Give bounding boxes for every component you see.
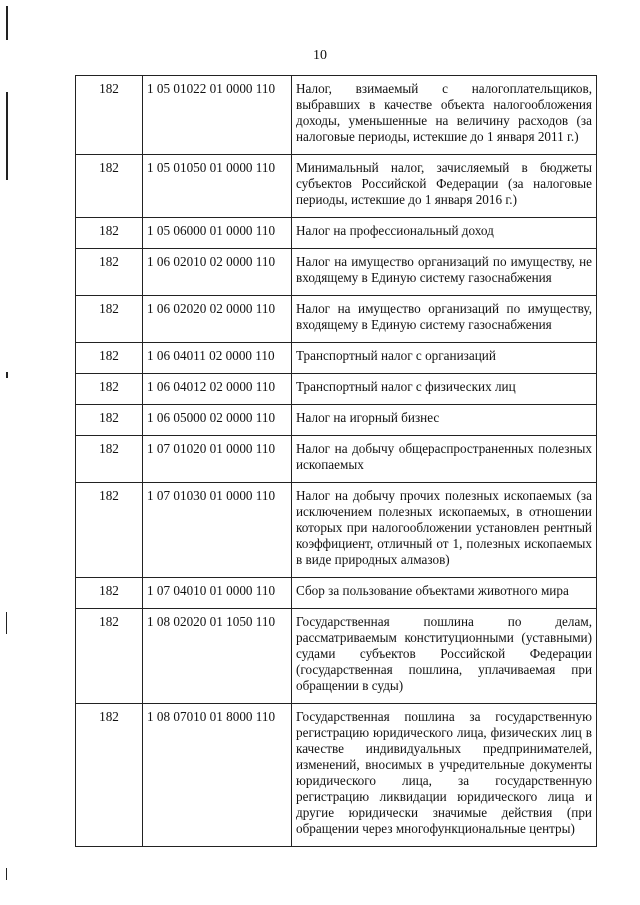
table-row xyxy=(76,296,597,343)
income-name-cell: Налог на имущество организаций по имуществу, не входящему в Единую систему газоснабжения xyxy=(292,249,597,296)
kbk-code-cell: 1 05 01022 01 0000 110 xyxy=(143,76,292,155)
kbk-code-cell: 1 05 06000 01 0000 110 xyxy=(143,218,292,249)
table-row xyxy=(76,704,597,847)
kbk-code-cell: 1 08 02020 01 1050 110 xyxy=(143,609,292,704)
kbk-code-cell: 1 06 02010 02 0000 110 xyxy=(143,249,292,296)
income-name-cell: Государственная пошлина по делам, рассматриваемым конституционными (уставными) судами субъектов Российской Федерации (государственная пошлина, уплачиваемая при обращении в суды) xyxy=(292,609,597,704)
kbk-code-cell: 1 06 04012 02 0000 110 xyxy=(143,374,292,405)
table-row xyxy=(76,578,597,609)
income-name-cell: Налог на добычу общераспространенных полезных ископаемых xyxy=(292,436,597,483)
income-name-cell: Налог на добычу прочих полезных ископаемых (за исключением полезных ископаемых, в отношении которых при налогообложении установлен рентный коэффициент, отличный от 1, полезных ископаемых в виде природных алмазов) xyxy=(292,483,597,578)
scan-edge-mark xyxy=(6,92,8,180)
admin-code-cell: 182 xyxy=(76,343,143,374)
table-row xyxy=(76,155,597,218)
admin-code-cell: 182 xyxy=(76,405,143,436)
kbk-code-cell: 1 05 01050 01 0000 110 xyxy=(143,155,292,218)
kbk-code-cell: 1 07 01020 01 0000 110 xyxy=(143,436,292,483)
table-row xyxy=(76,249,597,296)
table-row xyxy=(76,76,597,155)
table-row xyxy=(76,405,597,436)
table-row xyxy=(76,218,597,249)
admin-code-cell: 182 xyxy=(76,76,143,155)
table-row xyxy=(76,343,597,374)
admin-code-cell: 182 xyxy=(76,436,143,483)
table-row xyxy=(76,609,597,704)
admin-code-cell: 182 xyxy=(76,609,143,704)
income-name-cell: Транспортный налог с физических лиц xyxy=(292,374,597,405)
admin-code-cell: 182 xyxy=(76,704,143,847)
table-row xyxy=(76,374,597,405)
admin-code-cell: 182 xyxy=(76,155,143,218)
kbk-code-cell: 1 07 04010 01 0000 110 xyxy=(143,578,292,609)
page-number: 10 xyxy=(313,48,327,63)
income-name-cell: Налог, взимаемый с налогоплательщиков, выбравших в качестве объекта налогообложения доходы, уменьшенные на величину расходов (за налоговые периоды, истекшие до 1 января 2011 г.) xyxy=(292,76,597,155)
admin-code-cell: 182 xyxy=(76,296,143,343)
kbk-code-cell: 1 06 05000 02 0000 110 xyxy=(143,405,292,436)
income-name-cell: Транспортный налог с организаций xyxy=(292,343,597,374)
admin-code-cell: 182 xyxy=(76,374,143,405)
income-name-cell: Налог на имущество организаций по имуществу, входящему в Единую систему газоснабжения xyxy=(292,296,597,343)
scan-edge-mark xyxy=(6,6,8,40)
admin-code-cell: 182 xyxy=(76,578,143,609)
table-body xyxy=(76,76,597,847)
kbk-code-cell: 1 06 02020 02 0000 110 xyxy=(143,296,292,343)
kbk-code-cell: 1 06 04011 02 0000 110 xyxy=(143,343,292,374)
scan-edge-mark xyxy=(6,372,8,378)
income-name-cell: Сбор за пользование объектами животного мира xyxy=(292,578,597,609)
income-name-cell: Государственная пошлина за государственную регистрацию юридического лица, физических лиц в качестве индивидуальных предпринимателей, изменений, вносимых в учредительные документы юридического лица, за государственную регистрацию ликвидации юридического лица и другие юридически значимые действия (при обращении через многофункциональные центры) xyxy=(292,704,597,847)
table-row xyxy=(76,483,597,578)
income-codes-table xyxy=(75,75,597,847)
kbk-code-cell: 1 08 07010 01 8000 110 xyxy=(143,704,292,847)
scan-edge-mark xyxy=(6,868,7,880)
kbk-code-cell: 1 07 01030 01 0000 110 xyxy=(143,483,292,578)
income-name-cell: Минимальный налог, зачисляемый в бюджеты субъектов Российской Федерации (за налоговые периоды, истекшие до 1 января 2016 г.) xyxy=(292,155,597,218)
table-row xyxy=(76,436,597,483)
admin-code-cell: 182 xyxy=(76,218,143,249)
admin-code-cell: 182 xyxy=(76,249,143,296)
scan-edge-mark xyxy=(6,612,7,634)
income-name-cell: Налог на профессиональный доход xyxy=(292,218,597,249)
admin-code-cell: 182 xyxy=(76,483,143,578)
income-name-cell: Налог на игорный бизнес xyxy=(292,405,597,436)
